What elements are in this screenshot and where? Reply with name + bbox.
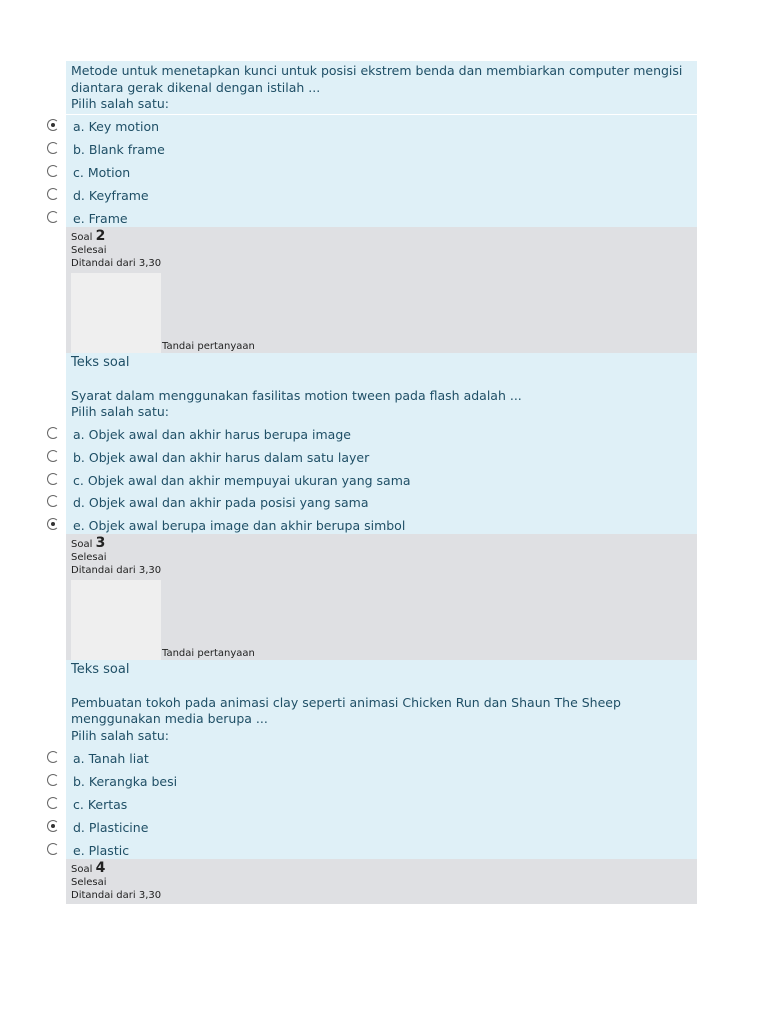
radio-button[interactable] [47, 774, 59, 786]
prompt-text: Pilih salah satu: [71, 404, 169, 419]
question-text-line: menggunakan media berupa ... [71, 711, 268, 726]
question-text-line: Syarat dalam menggunakan fasilitas motion tween pada flash adalah ... [71, 387, 522, 403]
radio-button[interactable] [47, 450, 59, 462]
question-info-3 [66, 534, 697, 660]
mark-text: Ditandai dari 3,30 [71, 565, 162, 576]
radio-button[interactable] [47, 188, 59, 200]
answer-option[interactable]: e. Plastic [66, 839, 697, 862]
radio-button[interactable] [47, 119, 59, 131]
question-info-4 [66, 859, 697, 904]
radio-button[interactable] [47, 211, 59, 223]
flag-box [71, 580, 161, 660]
radio-button[interactable] [47, 797, 59, 809]
status-text: Selesai [71, 877, 107, 888]
radio-button[interactable] [47, 427, 59, 439]
teks-soal-heading: Teks soal [71, 355, 130, 370]
answer-option[interactable]: a. Key motion [66, 115, 697, 138]
mark-text: Ditandai dari 3,30 [71, 890, 162, 901]
radio-button[interactable] [47, 751, 59, 763]
question-info-2 [66, 227, 697, 353]
mark-text: Ditandai dari 3,30 [71, 258, 162, 269]
question-3-text [66, 660, 697, 747]
answer-option[interactable]: d. Keyframe [66, 184, 697, 207]
answer-option[interactable]: d. Objek awal dan akhir pada posisi yang sama [66, 491, 697, 514]
soal-number: 4 [95, 860, 106, 876]
radio-button[interactable] [47, 142, 59, 154]
answer-option[interactable]: b. Blank frame [66, 138, 697, 161]
soal-label: Soal [71, 539, 93, 550]
flag-box [71, 273, 161, 353]
prompt-text: Pilih salah satu: [71, 96, 169, 111]
radio-button[interactable] [47, 473, 59, 485]
answer-option[interactable]: a. Tanah liat [66, 747, 697, 770]
question-2-text [66, 353, 697, 423]
answer-option[interactable]: c. Objek awal dan akhir mempuyai ukuran yang sama [66, 469, 697, 492]
status-text: Selesai [71, 245, 107, 256]
soal-number: 2 [95, 228, 106, 244]
radio-button[interactable] [47, 495, 59, 507]
answer-option[interactable]: a. Objek awal dan akhir harus berupa image [66, 423, 697, 446]
flag-question-link[interactable]: Tandai pertanyaan [162, 648, 255, 659]
question-text-line: Metode untuk menetapkan kunci untuk posisi ekstrem benda dan membiarkan computer mengisi [71, 63, 683, 78]
answer-option[interactable]: b. Kerangka besi [66, 770, 697, 793]
question-text-line: Pembuatan tokoh pada animasi clay seperti animasi Chicken Run dan Shaun The Sheep [71, 694, 621, 710]
answer-option[interactable]: e. Objek awal berupa image dan akhir berupa simbol [66, 514, 697, 537]
status-text: Selesai [71, 552, 107, 563]
radio-button[interactable] [47, 165, 59, 177]
soal-number: 3 [95, 535, 106, 551]
teks-soal-heading: Teks soal [71, 662, 130, 677]
answer-option[interactable]: e. Frame [66, 207, 697, 230]
radio-button[interactable] [47, 518, 59, 530]
answer-option[interactable]: d. Plasticine [66, 816, 697, 839]
question-text-line: diantara gerak dikenal dengan istilah ... [71, 79, 321, 95]
question-1-text [66, 61, 697, 114]
flag-question-link[interactable]: Tandai pertanyaan [162, 341, 255, 352]
soal-label: Soal [71, 232, 93, 243]
radio-button[interactable] [47, 843, 59, 855]
answer-option[interactable]: c. Kertas [66, 793, 697, 816]
radio-button[interactable] [47, 820, 59, 832]
soal-label: Soal [71, 864, 93, 875]
answer-option[interactable]: c. Motion [66, 161, 697, 184]
prompt-text: Pilih salah satu: [71, 727, 169, 743]
answer-option[interactable]: b. Objek awal dan akhir harus dalam satu layer [66, 446, 697, 469]
